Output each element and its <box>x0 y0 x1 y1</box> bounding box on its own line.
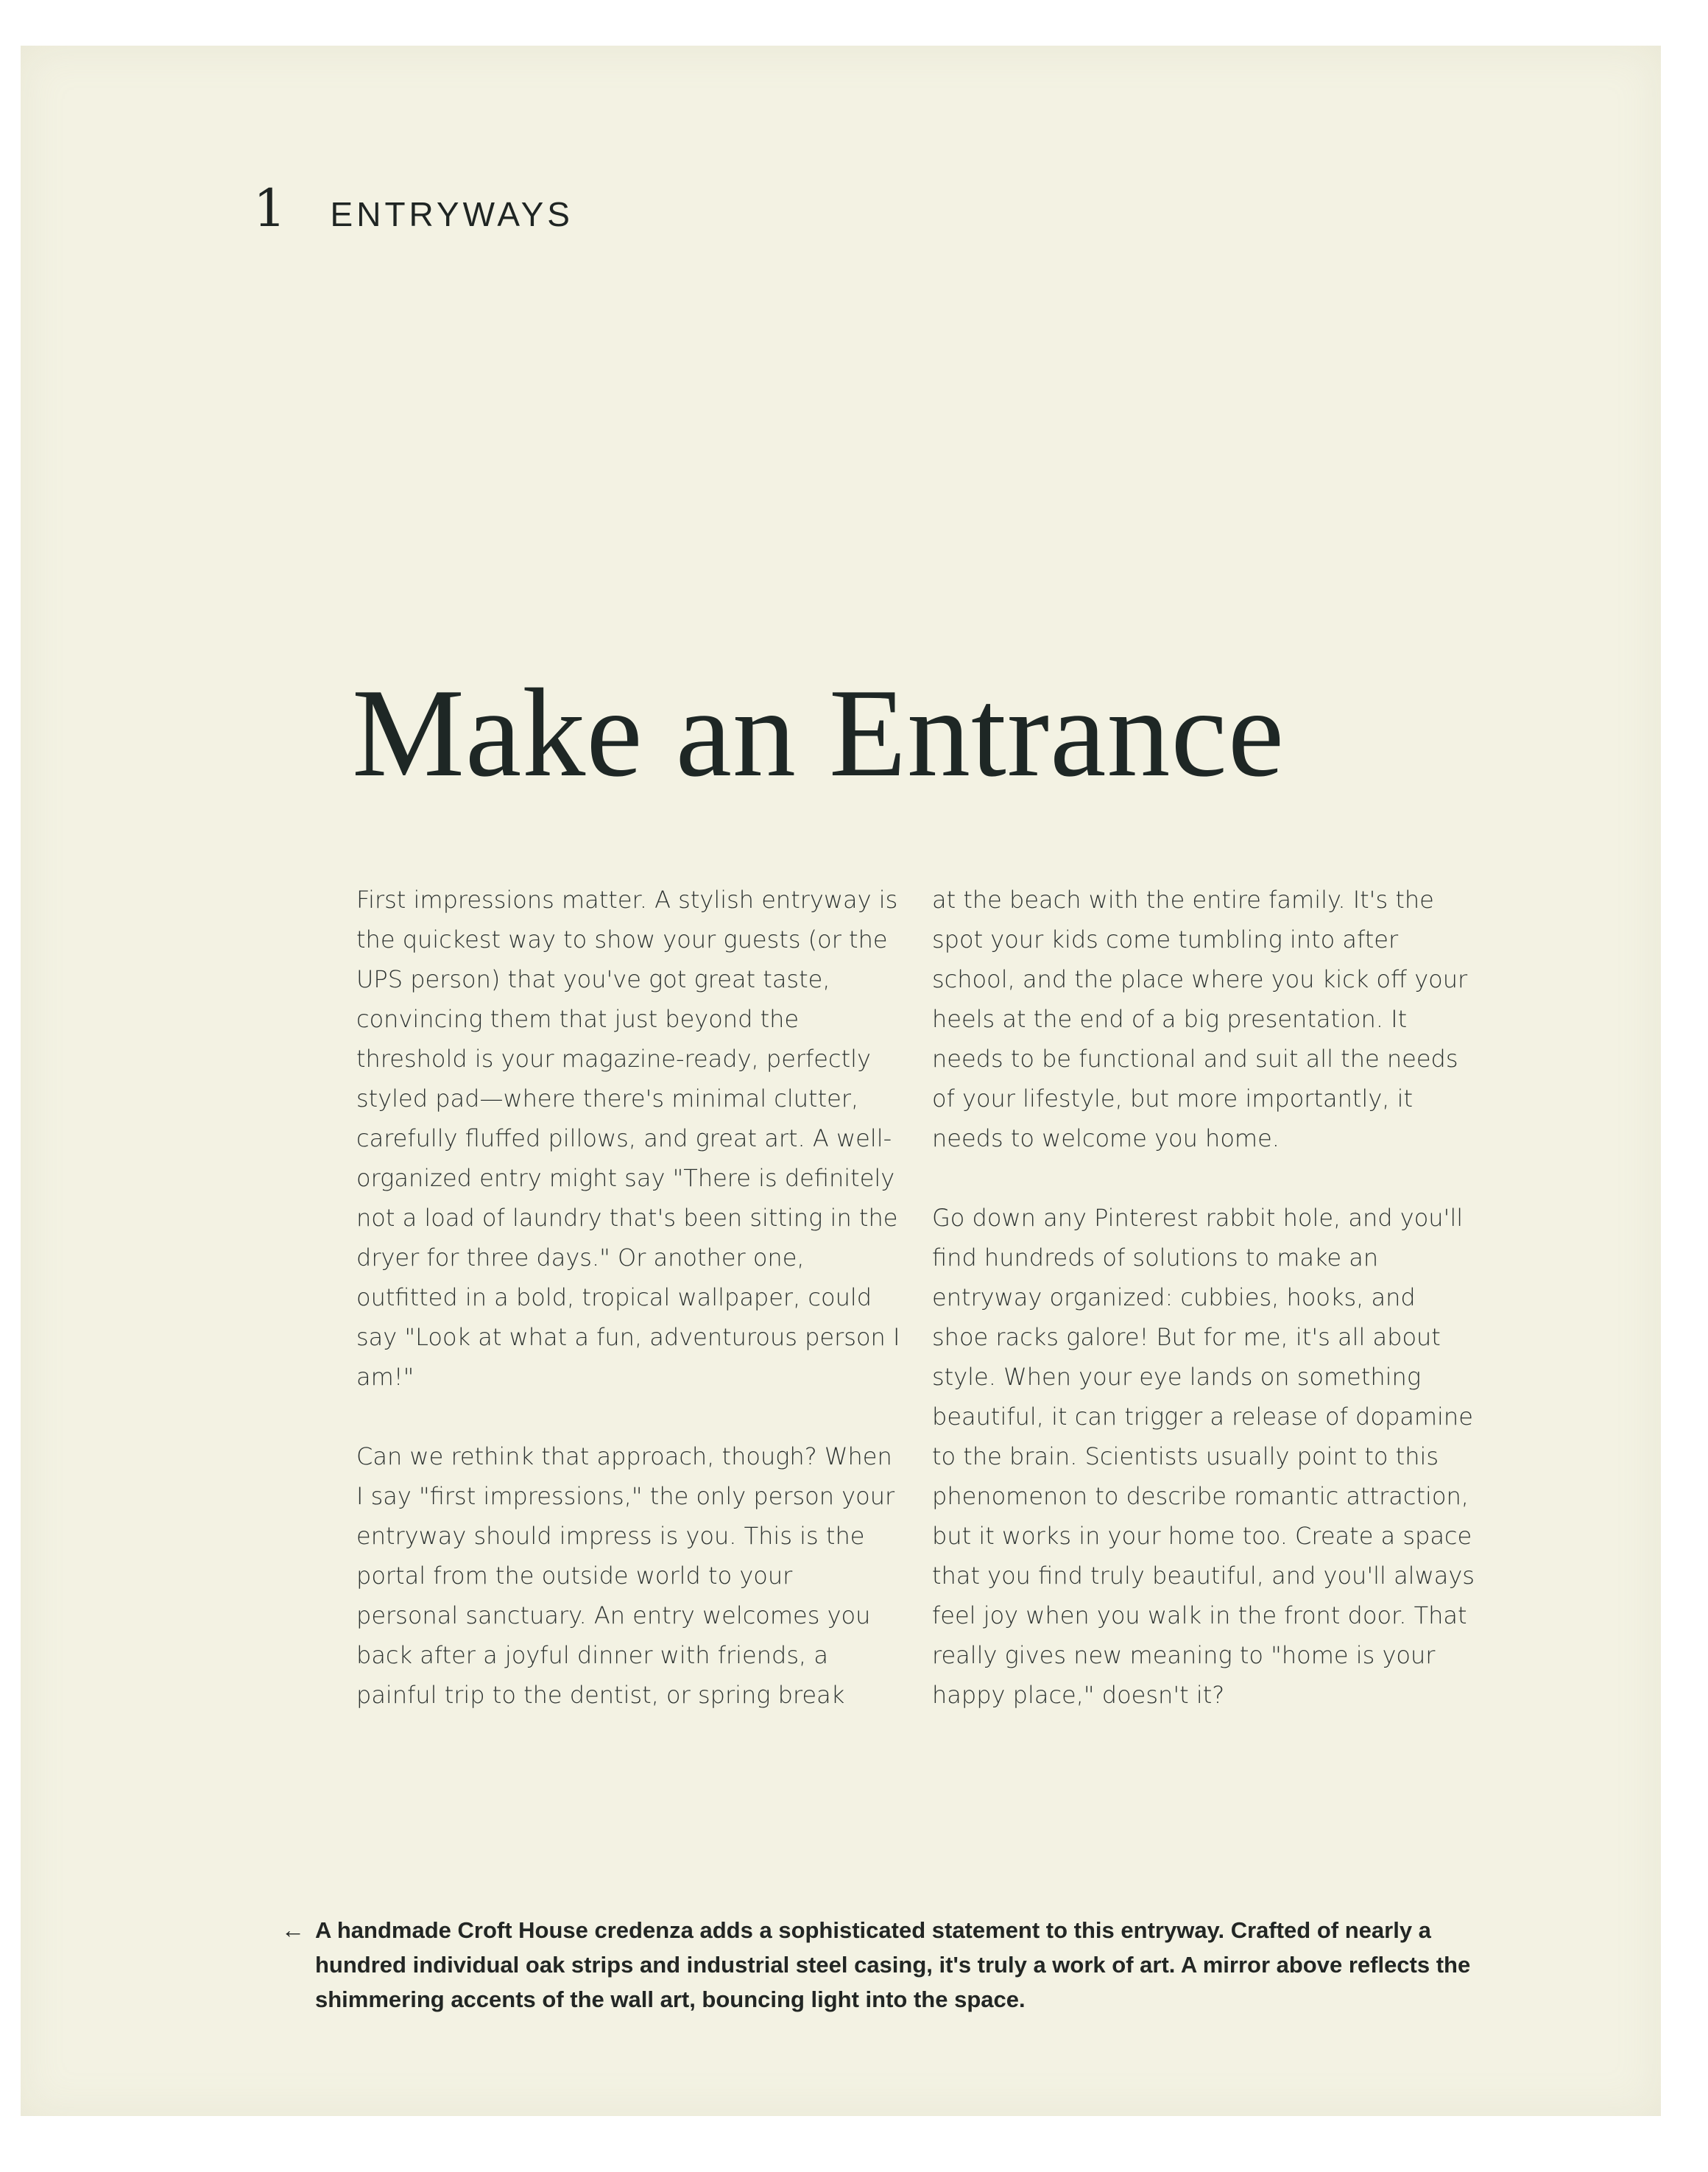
book-page <box>21 46 1661 2116</box>
page-title: Make an Entrance <box>352 663 1285 803</box>
caption-text: A handmade Croft House credenza adds a sophisticated statement to this entryway. Crafted of nearly a hundred individual oak strips and industrial steel casing, it's truly a work of art. A mirror above reflects the shimmering accents of the wall art, bouncing light into the space. <box>315 1917 1471 2012</box>
paragraph: at the beach with the entire family. It's the spot your kids come tumbling into after school, and the place where you kick off your heels at the end of a big presentation. It needs to be functional and suit all the needs of your lifestyle, but more importantly, it needs to welcome you home. <box>932 886 1468 1152</box>
chapter-header <box>253 178 574 239</box>
chapter-title: ENTRYWAYS <box>330 195 574 233</box>
photo-caption <box>281 1913 1474 2017</box>
chapter-number: 1 <box>253 178 286 239</box>
paragraph: Can we rethink that approach, though? When I say "first impressions," the only person your entryway should impress is you. This is the portal from the outside world to your personal sanctuary. An entry welcomes you back after a joyful dinner with friends, a painful trip to the dentist, or spring break <box>356 1442 895 1709</box>
arrow-left-icon: ← <box>281 1917 305 1943</box>
body-column-left <box>356 880 901 1755</box>
paragraph: First impressions matter. A stylish entryway is the quickest way to show your guests (or the UPS person) that you've got great taste, convincing them that just beyond the threshold is your magazine-ready, perfectly styled pad—where there's minimal clutter, carefully fluffed pillows, and great art. A well-organized entry might say "There is definitely not a load of laundry that's been sitting in the dryer for three days." Or another one, outfitted in a bold, tropical wallpaper, could say "Look at what a fun, adventurous person I am!" <box>356 886 900 1391</box>
body-column-right <box>932 880 1477 1755</box>
paragraph: Go down any Pinterest rabbit hole, and you'll find hundreds of solutions to make an entryway organized: cubbies, hooks, and shoe racks galore! But for me, it's all about style. When your eye lands on something beautiful, it can trigger a release of dopamine to the brain. Scientists usually point to this phenomenon to describe romantic attraction, but it works in your home too. Create a space that you find truly beautiful, and you'll always feel joy when you walk in the front door. That really gives new meaning to "home is your happy place," doesn't it? <box>932 1204 1475 1709</box>
